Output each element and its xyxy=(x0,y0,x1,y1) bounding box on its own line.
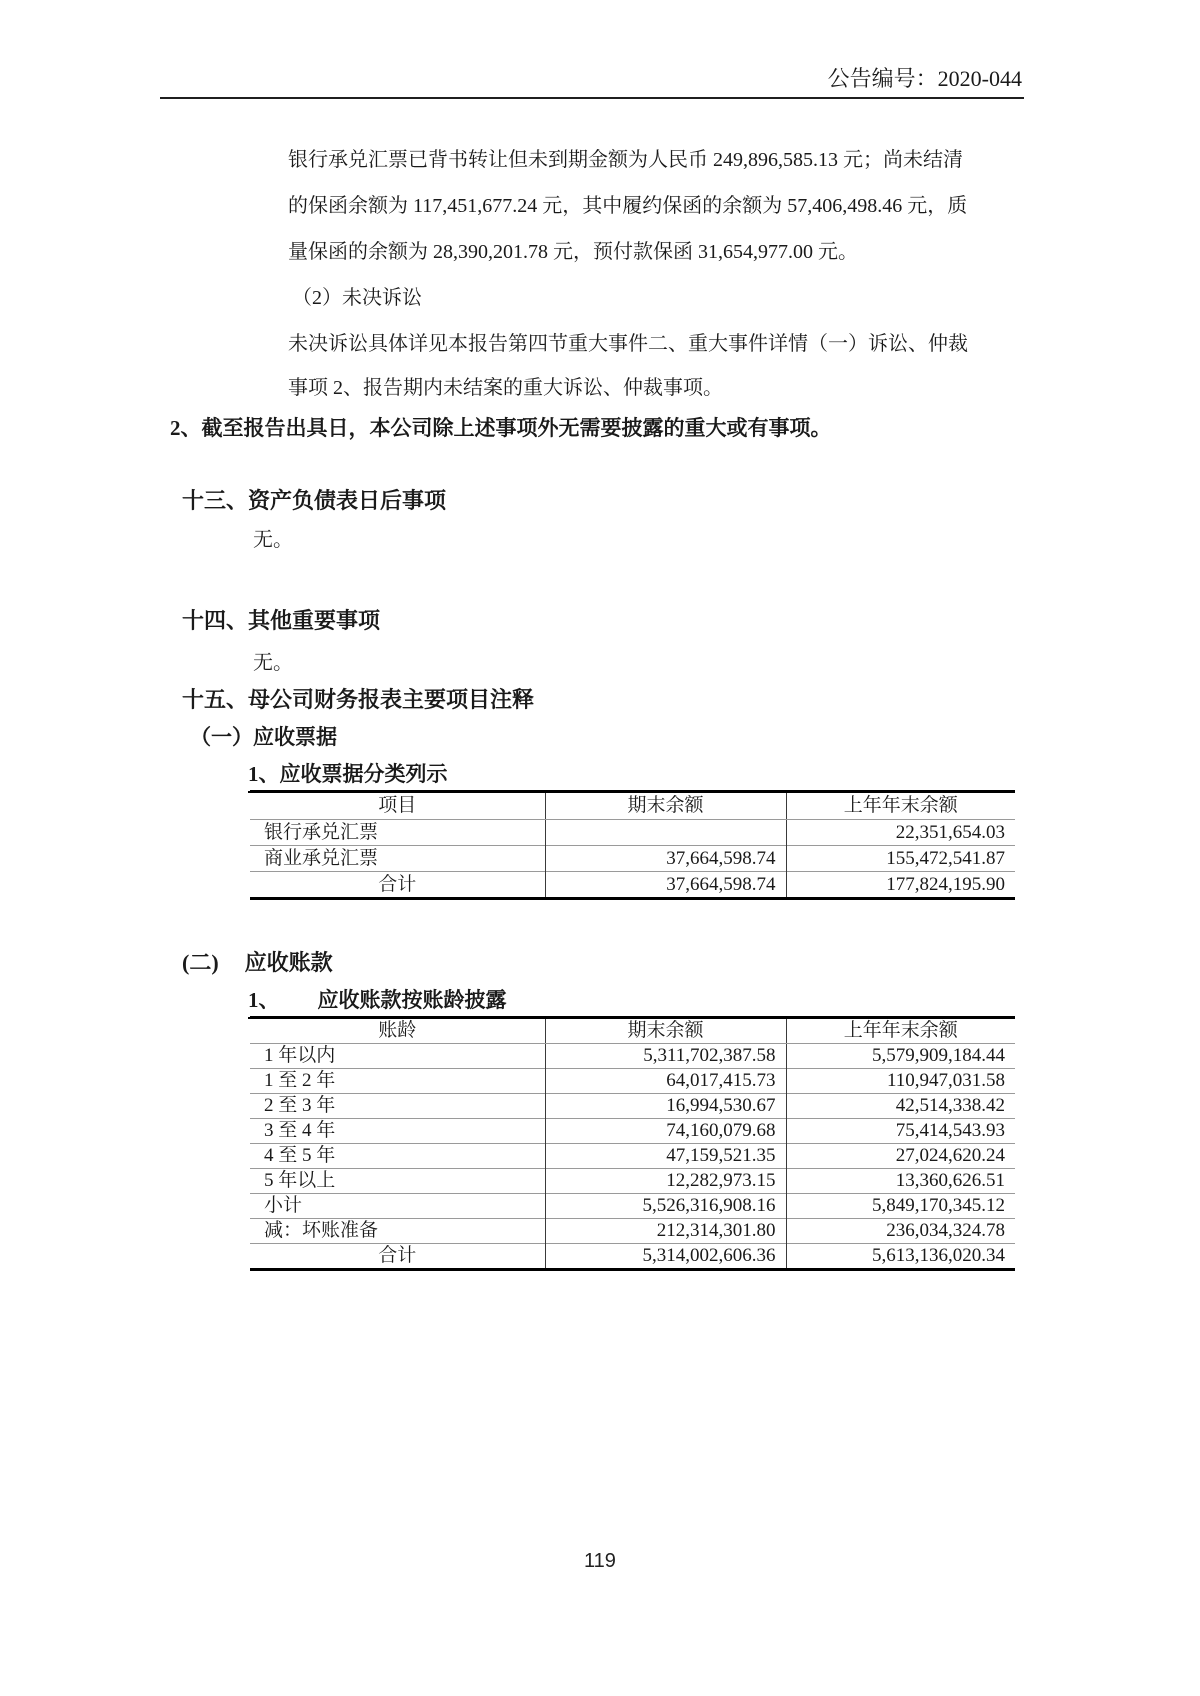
accounts-receivable-table-caption xyxy=(248,984,507,1019)
table-cell: 236,034,324.78 xyxy=(786,1219,1015,1244)
table-cell: 5 年以上 xyxy=(250,1169,545,1194)
notes-receivable-table xyxy=(250,790,1015,900)
table-cell: 177,824,195.90 xyxy=(786,872,1015,899)
table-row xyxy=(250,846,1015,872)
notes-receivable-table-caption xyxy=(248,758,448,793)
paragraph-line: 未决诉讼具体详见本报告第四节重大事件二、重大事件详情（一）诉讼、仲裁 xyxy=(288,333,968,355)
table-cell: 商业承兑汇票 xyxy=(250,846,545,872)
table-cell: 64,017,415.73 xyxy=(545,1069,786,1094)
table-cell: 75,414,543.93 xyxy=(786,1119,1015,1144)
table-cell: 2 至 3 年 xyxy=(250,1094,545,1119)
caption-number: 1、 xyxy=(248,988,280,1012)
section-14-heading: 十四、其他重要事项 xyxy=(182,608,381,633)
table-header-cell: 期末余额 xyxy=(545,1018,786,1044)
table-cell xyxy=(545,820,786,846)
table-row xyxy=(250,872,1015,899)
caption-text: 应收账款按账龄披露 xyxy=(317,988,507,1012)
table-cell: 12,282,973.15 xyxy=(545,1169,786,1194)
table-row xyxy=(250,1219,1015,1244)
table-cell: 4 至 5 年 xyxy=(250,1144,545,1169)
paragraph-line: 事项 2、报告期内未结案的重大诉讼、仲裁事项。 xyxy=(288,377,723,399)
table-cell: 1 年以内 xyxy=(264,1045,336,1066)
section-14-body: 无。 xyxy=(253,652,293,674)
table-header-row xyxy=(250,1018,1015,1044)
table-row xyxy=(250,1194,1015,1219)
table-cell: 155,472,541.87 xyxy=(786,846,1015,872)
table-cell: 5,311,702,387.58 xyxy=(545,1044,786,1069)
table-cell: 16,994,530.67 xyxy=(545,1094,786,1119)
table-cell: 110,947,031.58 xyxy=(786,1069,1015,1094)
table-row xyxy=(250,1069,1015,1094)
section-15-heading: 十五、母公司财务报表主要项目注释 xyxy=(182,687,535,712)
table-header-cell: 上年年末余额 xyxy=(786,792,1015,820)
table-cell: 小计 xyxy=(250,1194,545,1219)
table-cell: 22,351,654.03 xyxy=(786,820,1015,846)
table-header-cell: 项目 xyxy=(250,792,545,820)
subsection-1-heading: （一）应收票据 xyxy=(190,725,337,749)
table-cell: 47,159,521.35 xyxy=(545,1144,786,1169)
accounts-receivable-table-container xyxy=(250,1016,1015,1271)
table-row xyxy=(250,1169,1015,1194)
subsection-2-number: (二) xyxy=(182,950,219,975)
table-cell: 37,664,598.74 xyxy=(545,846,786,872)
table-cell: 13,360,626.51 xyxy=(786,1169,1015,1194)
table-cell: 5,613,136,020.34 xyxy=(786,1244,1015,1270)
table-row xyxy=(250,1244,1015,1270)
section-13-body: 无。 xyxy=(253,529,293,551)
table-cell: 27,024,620.24 xyxy=(786,1144,1015,1169)
table-row xyxy=(250,820,1015,846)
table-cell: 212,314,301.80 xyxy=(545,1219,786,1244)
table-header-cell: 账龄 xyxy=(250,1018,545,1044)
subsection-2-title: 应收账款 xyxy=(244,950,333,975)
table-row xyxy=(250,1044,1015,1069)
table-cell: 5,849,170,345.12 xyxy=(786,1194,1015,1219)
table-cell: 42,514,338.42 xyxy=(786,1094,1015,1119)
table-row xyxy=(250,1094,1015,1119)
table-cell: 合计 xyxy=(250,1244,545,1270)
table-header-cell: 期末余额 xyxy=(545,792,786,820)
table-header-row xyxy=(250,792,1015,820)
table-row xyxy=(250,1119,1015,1144)
table-cell: 74,160,079.68 xyxy=(545,1119,786,1144)
table-cell: 3 至 4 年 xyxy=(250,1119,545,1144)
caption-text: 应收票据分类列示 xyxy=(279,762,448,786)
announcement-number: 公告编号：2020-044 xyxy=(827,66,1022,91)
table-cell: 5,526,316,908.16 xyxy=(545,1194,786,1219)
table-cell: 37,664,598.74 xyxy=(545,872,786,899)
header-rule xyxy=(160,97,1024,99)
table-cell: 5,314,002,606.36 xyxy=(545,1244,786,1270)
pending-litigation-subheading: （2）未决诉讼 xyxy=(292,287,422,309)
table-row xyxy=(250,1144,1015,1169)
notes-receivable-table-container xyxy=(250,790,1015,900)
table-cell: 合计 xyxy=(250,872,545,899)
paragraph-line: 量保函的余额为 28,390,201.78 元，预付款保函 31,654,977.00 元。 xyxy=(288,241,858,263)
no-other-matters-statement: 2、截至报告出具日，本公司除上述事项外无需要披露的重大或有事项。 xyxy=(170,416,832,440)
caption-number: 1、 xyxy=(248,762,280,786)
subsection-2-heading xyxy=(182,946,333,977)
page-number: 119 xyxy=(584,1550,616,1572)
table-cell: 减：坏账准备 xyxy=(250,1219,545,1244)
table-cell: 5,579,909,184.44 xyxy=(786,1044,1015,1069)
table-header-cell: 上年年末余额 xyxy=(786,1018,1015,1044)
paragraph-line: 银行承兑汇票已背书转让但未到期金额为人民币 249,896,585.13 元；尚未结清 xyxy=(288,149,963,171)
accounts-receivable-table xyxy=(250,1016,1015,1271)
table-cell: 银行承兑汇票 xyxy=(264,822,379,843)
section-13-heading: 十三、资产负债表日后事项 xyxy=(182,488,447,513)
table-cell: 1 至 2 年 xyxy=(250,1069,545,1094)
paragraph-line: 的保函余额为 117,451,677.24 元，其中履约保函的余额为 57,406,498.46 元，质 xyxy=(288,195,968,217)
